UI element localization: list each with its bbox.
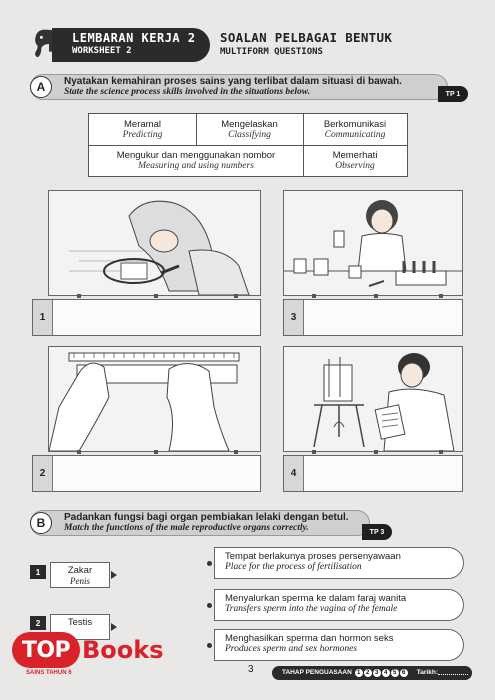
answer-box-2[interactable]	[32, 455, 261, 492]
function-en: Transfers sperm into the vagina of the female	[225, 604, 398, 614]
section-b-instruction	[64, 512, 349, 533]
picture-observing	[48, 190, 261, 296]
skill-cell	[89, 150, 303, 171]
skill-en: Communicating	[324, 130, 386, 140]
picture-measuring-ruler	[48, 346, 261, 452]
answer-number: 4	[284, 456, 304, 491]
instruction-en: State the science process skills involved in the situations below.	[64, 87, 311, 97]
level-circle[interactable]: 5	[391, 669, 399, 677]
worksheet-label	[52, 28, 210, 62]
skill-cell	[303, 150, 407, 171]
answer-box-4[interactable]	[283, 455, 463, 492]
tp-badge-a: TP 1	[438, 86, 468, 102]
function-en: Produces sperm and sex hormones	[225, 644, 358, 654]
answer-box-3[interactable]	[283, 299, 463, 336]
instruction-ms: Padankan fungsi bagi organ pembiakan lelaki dengan betul.	[64, 512, 349, 523]
organ-en: Penis	[70, 576, 90, 586]
level-circle[interactable]: 6	[400, 669, 408, 677]
level-circle[interactable]: 2	[364, 669, 372, 677]
skill-ms: Memerhati	[332, 150, 378, 161]
instruction-en: Match the functions of the male reproductive organs correctly.	[64, 523, 309, 533]
page-number: 3	[248, 664, 254, 675]
answer-number: 3	[284, 300, 304, 335]
girl-magnifier-illustration	[49, 191, 260, 295]
mastery-label: TAHAP PENGUASAAN	[282, 669, 352, 676]
picture-measuring	[283, 190, 463, 296]
title-ms: SOALAN PELBAGAI BENTUK	[220, 30, 393, 45]
instruction-ms: Nyatakan kemahiran proses sains yang terlibat dalam situasi di bawah.	[64, 76, 402, 87]
function-en: Place for the process of fertilisation	[225, 562, 362, 572]
worksheet-ms: LEMBARAN KERJA 2	[72, 31, 196, 45]
mastery-level-bar	[272, 666, 472, 680]
level-circle[interactable]: 4	[382, 669, 390, 677]
skill-ms: Mengukur dan menggunakan nombor	[116, 150, 276, 161]
logo-books: Books	[82, 636, 164, 664]
organ-number: 2	[30, 616, 46, 630]
skill-en: Observing	[335, 161, 375, 171]
match-dot[interactable]	[207, 603, 212, 608]
skill-en: Predicting	[122, 130, 163, 140]
organ-penis[interactable]	[50, 562, 110, 588]
organ-ms: Testis	[67, 617, 93, 628]
level-circle[interactable]: 1	[355, 669, 363, 677]
answer-box-1[interactable]	[32, 299, 261, 336]
match-dot[interactable]	[207, 561, 212, 566]
worksheet-en: WORKSHEET 2	[72, 46, 132, 56]
picture-communicating	[283, 346, 463, 452]
function-box[interactable]	[214, 589, 464, 621]
function-ms: Tempat berlakunya proses persenyawaan	[225, 551, 401, 562]
skill-en: Classifying	[228, 130, 271, 140]
function-box[interactable]	[214, 547, 464, 579]
match-dot[interactable]	[207, 643, 212, 648]
function-ms: Menyalurkan sperma ke dalam faraj wanita	[225, 593, 407, 604]
skill-cell	[89, 119, 196, 140]
worksheet-title	[220, 30, 392, 57]
girl-beakers-illustration	[284, 191, 462, 295]
skill-ms: Berkomunikasi	[323, 119, 387, 130]
level-circle[interactable]: 3	[373, 669, 381, 677]
answer-number: 2	[33, 456, 53, 491]
skill-ms: Mengelaskan	[221, 119, 278, 130]
tp-badge-b: TP 3	[362, 524, 392, 540]
organ-number: 1	[30, 565, 46, 579]
logo-top: TOP	[12, 632, 80, 668]
section-a-letter: A	[30, 76, 52, 98]
skill-cell	[303, 119, 407, 140]
arrow-icon	[111, 623, 117, 631]
hands-ruler-illustration	[49, 347, 260, 451]
skill-ms: Meramal	[124, 119, 161, 130]
function-box[interactable]	[214, 629, 464, 661]
date-label: Tarikh:	[416, 669, 438, 676]
answer-number: 1	[33, 300, 53, 335]
section-b-letter: B	[30, 512, 52, 534]
organ-ms: Zakar	[67, 565, 93, 576]
function-ms: Menghasilkan sperma dan hormon seks	[225, 633, 394, 644]
boy-experiment-illustration	[284, 347, 462, 451]
arrow-icon	[111, 571, 117, 579]
section-a-instruction	[64, 76, 402, 97]
date-field[interactable]	[438, 674, 468, 675]
title-en: MULTIFORM QUESTIONS	[220, 47, 323, 57]
skills-table	[88, 113, 408, 177]
logo-subtitle: SAINS TAHUN 6	[26, 670, 72, 676]
skill-en: Measuring and using numbers	[138, 161, 254, 171]
skill-cell	[196, 119, 303, 140]
